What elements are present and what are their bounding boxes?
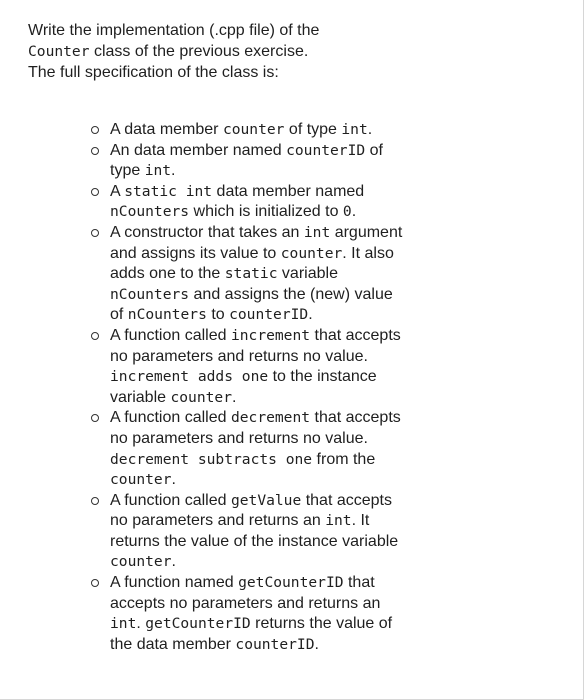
list-item	[110, 408, 410, 490]
intro-line-2	[28, 41, 388, 62]
inline-code: int	[144, 162, 172, 180]
list-item	[110, 182, 410, 223]
item-text: from the	[312, 450, 376, 468]
item-text: that accepts no parameters and returns no value.	[110, 409, 401, 447]
circle-bullet-icon	[91, 188, 99, 196]
item-text: A	[110, 182, 125, 200]
item-text: .	[136, 615, 146, 633]
inline-code: getValue	[230, 491, 302, 509]
item-text: .	[367, 121, 373, 138]
item-text: .	[171, 553, 176, 571]
item-text: that accepts no parameters and returns an	[110, 574, 381, 612]
inline-code: counterID	[229, 306, 309, 324]
intro-line-3: The full specification of the class is:	[28, 64, 279, 81]
item-text: A function named	[110, 574, 239, 592]
circle-bullet-icon	[91, 147, 99, 155]
class-name-code: Counter	[28, 43, 90, 60]
inline-code: counterID	[286, 141, 366, 159]
item-text: .	[232, 388, 237, 406]
inline-code: increment adds one	[110, 368, 269, 386]
item-text: An data member named	[110, 141, 287, 159]
circle-bullet-icon	[91, 126, 99, 134]
circle-bullet-icon	[91, 579, 99, 587]
item-text: to	[206, 306, 230, 324]
inline-code: counter	[110, 553, 172, 571]
inline-code: int	[110, 615, 137, 633]
item-text: that accepts no parameters and returns no value.	[110, 326, 401, 365]
inline-code: counter	[280, 244, 343, 262]
list-item	[110, 223, 410, 326]
item-text: variable	[277, 265, 338, 283]
list-item	[110, 120, 410, 141]
item-text: to the instance variable	[110, 368, 377, 406]
list-item	[110, 573, 410, 655]
inline-code: nCounters	[127, 306, 207, 324]
intro-line-2-text: class of the previous exercise.	[89, 43, 309, 60]
item-text: that accepts no parameters and returns an	[110, 491, 392, 530]
item-text: .	[314, 635, 319, 653]
inline-code: increment	[230, 326, 311, 344]
item-text: A data member	[110, 121, 223, 138]
item-text: .	[308, 306, 313, 324]
circle-bullet-icon	[91, 229, 99, 237]
item-text: A function called	[110, 326, 231, 344]
item-text: .	[171, 162, 176, 180]
inline-code: int	[341, 121, 368, 138]
item-text: A function called	[110, 491, 231, 509]
inline-code: decrement subtracts one	[110, 450, 313, 468]
inline-code: static int	[124, 182, 213, 200]
item-text: A function called	[110, 409, 231, 427]
inline-code: counter	[222, 121, 285, 138]
item-text: returns the value of the data member	[110, 615, 393, 653]
item-text: . It also adds one to the	[110, 244, 394, 283]
inline-code: getCounterID	[145, 615, 251, 633]
inline-code: static	[224, 265, 278, 283]
circle-bullet-icon	[91, 497, 99, 505]
item-text: data member named	[212, 182, 365, 200]
inline-code: int	[303, 223, 331, 241]
list-item	[110, 326, 410, 408]
inline-code: int	[325, 512, 352, 530]
item-text: . It returns the value of the instance variable	[110, 512, 399, 550]
inline-code: decrement	[230, 409, 311, 427]
item-text: and assigns the (new) value of	[110, 285, 393, 324]
circle-bullet-icon	[91, 332, 99, 340]
list-item	[110, 491, 410, 573]
intro-line-1: Write the implementation (.cpp file) of the	[28, 22, 320, 39]
inline-code: getCounterID	[238, 574, 344, 592]
intro-paragraph	[28, 20, 388, 83]
item-text: A constructor that takes an	[110, 223, 304, 241]
inline-code: counterID	[235, 635, 315, 653]
item-text: which is initialized to	[189, 203, 343, 221]
inline-code: nCounters	[110, 203, 190, 221]
item-text: .	[351, 203, 357, 221]
inline-code: 0	[342, 203, 352, 221]
specification-list	[110, 120, 410, 655]
item-text: of type	[284, 121, 342, 138]
inline-code: counter	[170, 388, 232, 406]
item-text: argument and assigns its value to	[110, 223, 403, 262]
inline-code: nCounters	[110, 285, 190, 303]
item-text: of type	[110, 141, 383, 180]
inline-code: counter	[110, 471, 172, 489]
item-text: .	[171, 471, 176, 489]
list-item	[110, 141, 410, 182]
